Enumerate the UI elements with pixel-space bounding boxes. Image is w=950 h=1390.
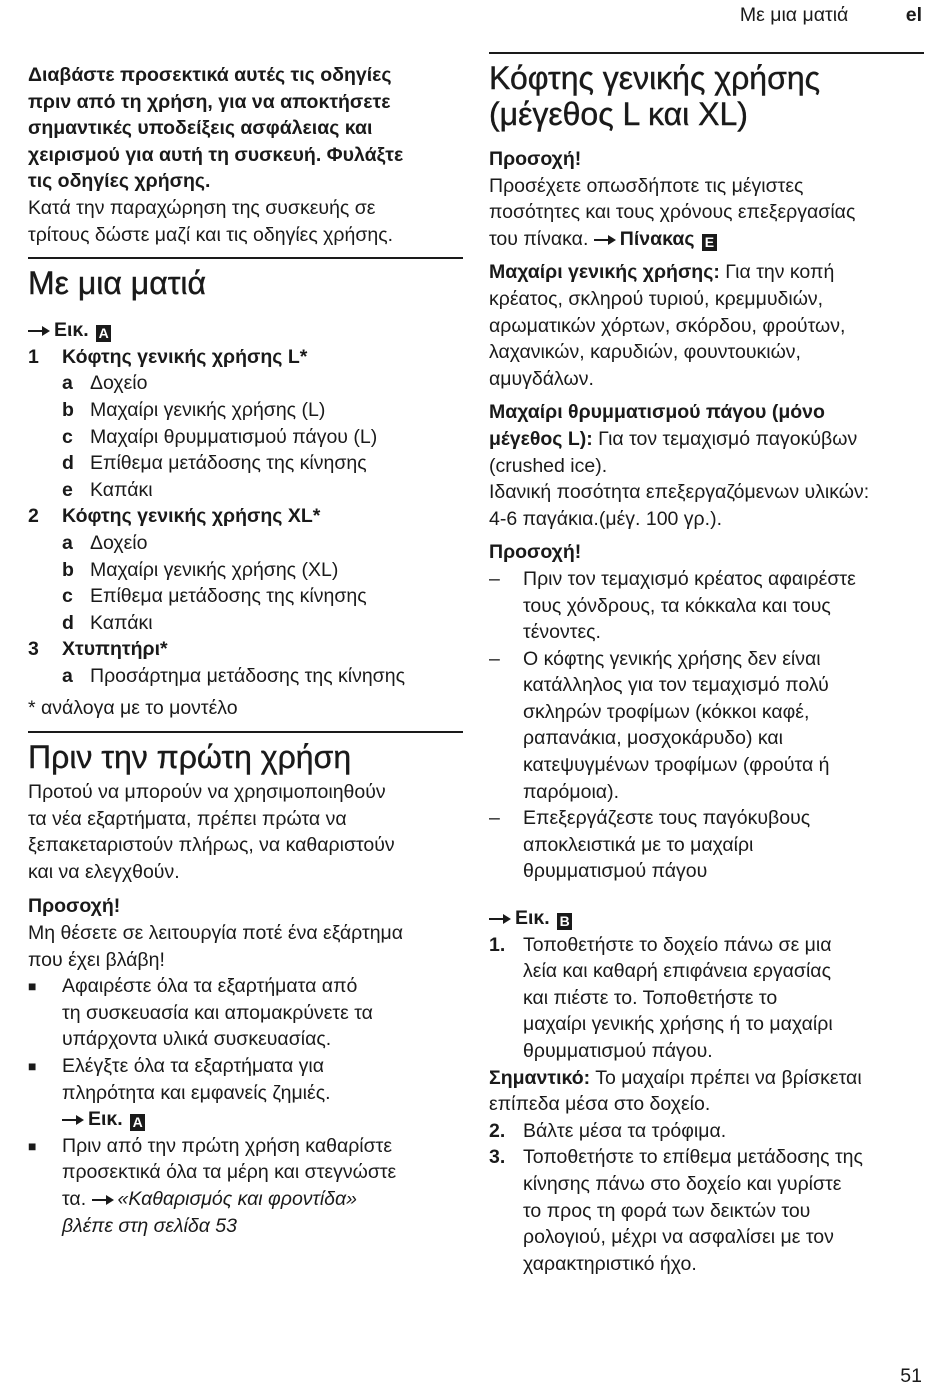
sub-letter: b <box>62 398 74 421</box>
caution-line: Μη θέσετε σε λειτουργία ποτέ ένα εξάρτημα <box>28 922 404 945</box>
table-label: Πίνακας <box>619 227 695 250</box>
bullet-tail: τα. <box>62 1187 87 1210</box>
intro-line: Κατά την παραχώρηση της συσκευής σε <box>28 196 376 219</box>
list-item <box>28 344 463 371</box>
caution-label: Προσοχή! <box>28 895 121 918</box>
step-number: 1. <box>489 933 506 956</box>
item-number: 1 <box>28 345 39 368</box>
bullet-line: υπάρχοντα υλικά συσκευασίας. <box>62 1028 332 1051</box>
fig-letter-box: B <box>557 913 572 930</box>
sub-item <box>28 663 463 690</box>
step-number: 3. <box>489 1146 506 1169</box>
fig-label: Εικ. <box>54 319 89 342</box>
sub-text: Καπάκι <box>90 611 153 634</box>
sub-text: Επίθεμα μετάδοσης της κίνησης <box>90 452 367 475</box>
important-label: Σημαντικό: <box>489 1066 591 1089</box>
chopper-fig-ref <box>489 905 924 932</box>
page-number: 51 <box>900 1365 922 1388</box>
bullet-line: πληρότητα και εμφανείς ζημιές. <box>62 1081 331 1104</box>
page-header <box>740 2 922 29</box>
table-ref-line <box>489 226 924 253</box>
item-title: Χτυπητήρι* <box>62 638 168 661</box>
arrow-right-icon <box>92 1194 114 1206</box>
step-item <box>489 1144 924 1277</box>
body-line: Προτού να μπορούν να χρησιμοποιηθούν <box>28 781 386 804</box>
sub-item <box>28 397 463 424</box>
sub-item <box>28 424 463 451</box>
step-line: χαρακτηριστικό ήχο. <box>523 1252 697 1275</box>
sub-item <box>28 557 463 584</box>
knife-label: Μαχαίρι γενικής χρήσης: <box>489 261 720 284</box>
body-line: και να ελεγχθούν. <box>28 860 180 883</box>
body-line: ποσότητες και τους χρόνους επεξεργασίας <box>489 201 856 224</box>
body-text: Το μαχαίρι πρέπει να βρίσκεται <box>595 1066 862 1089</box>
chopper-title <box>489 60 924 132</box>
caution-line: που έχει βλάβη! <box>28 948 165 971</box>
item-number: 2 <box>28 505 39 528</box>
dash-item <box>489 646 924 806</box>
sub-letter: c <box>62 585 73 608</box>
dash-line: αποκλειστικά με το μαχαίρι <box>523 833 754 856</box>
body-line: (crushed ice). <box>489 454 608 477</box>
step-line: Τοποθετήστε το δοχείο πάνω σε μια <box>523 933 832 956</box>
step-line: θρυμματισμού πάγου. <box>523 1040 713 1062</box>
sub-text: Δοχείο <box>90 372 148 395</box>
first-use-title: Πριν την πρώτη χρήση <box>28 739 352 776</box>
fig-letter-box: A <box>130 1114 145 1131</box>
body-line: 4-6 παγάκια.(μέγ. 100 γρ.). <box>489 507 722 530</box>
ice-desc <box>489 426 924 453</box>
body-text: Για την κοπή <box>725 261 835 284</box>
cross-reference-link[interactable]: «Καθαρισμός και φροντίδα» <box>117 1187 357 1210</box>
sub-item <box>28 610 463 637</box>
body-line: αρωματικών χόρτων, σκόρδου, φρούτων, <box>489 314 846 337</box>
sub-letter: e <box>62 478 73 501</box>
step-line: ρολογιού, μέχρι να ασφαλίσει με τον <box>523 1226 834 1249</box>
body-line: ξεπακεταριστούν πλήρως, να καθαριστούν <box>28 834 395 857</box>
step-line: το προς τη φορά των δεικτών του <box>523 1199 811 1222</box>
step-line: λεία και καθαρή επιφάνεια εργασίας <box>523 960 831 983</box>
sub-letter: b <box>62 558 74 581</box>
intro-bold-line: τις οδηγίες χρήσης. <box>28 170 211 193</box>
bullet-line: προσεκτικά όλα τα μέρη και στεγνώστε <box>62 1161 397 1184</box>
dash-item <box>489 566 924 646</box>
knife-desc <box>489 259 924 286</box>
sub-item <box>28 477 463 504</box>
bullet-line: Αφαιρέστε όλα τα εξαρτήματα από <box>62 975 358 998</box>
ice-label: μέγεθος L): <box>489 427 593 450</box>
body-line: Ιδανική ποσότητα επεξεργαζόμενων υλικών: <box>489 481 870 504</box>
header-lang: el <box>905 4 922 26</box>
dash-line: κατάλληλος για τον τεμαχισμό πολύ <box>523 674 829 697</box>
dash-line: Επεξεργάζεστε τους παγόκυβους <box>523 807 811 830</box>
sub-text: Καπάκι <box>90 478 153 501</box>
item-title: Κόφτης γενικής χρήσης L* <box>62 345 308 368</box>
bullet-line: Πριν από την πρώτη χρήση καθαρίστε <box>62 1134 393 1157</box>
intro-bold-line: πριν από τη χρήση, για να αποκτήσετε <box>28 90 391 113</box>
dash-line: Ο κόφτης γενικής χρήσης δεν είναι <box>523 647 821 670</box>
arrow-right-icon <box>62 1114 84 1126</box>
section-rule <box>489 52 924 54</box>
body-text: Για τον τεμαχισμό παγοκύβων <box>598 427 858 450</box>
sub-item <box>28 530 463 557</box>
square-bullet-icon: ■ <box>28 1137 37 1154</box>
glance-list <box>28 344 463 690</box>
sub-text: Μαχαίρι γενικής χρήσης (L) <box>90 398 326 421</box>
list-item <box>28 503 463 530</box>
caution-label: Προσοχή! <box>489 541 582 564</box>
dash-marker: – <box>489 647 500 670</box>
step-item <box>489 932 924 1065</box>
intro-bold-line: Διαβάστε προσεκτικά αυτές τις οδηγίες <box>28 64 392 86</box>
dash-item <box>489 805 924 885</box>
fig-label: Εικ. <box>88 1108 123 1131</box>
sub-letter: d <box>62 452 74 475</box>
sub-letter: d <box>62 611 74 634</box>
sub-item <box>28 370 463 397</box>
dash-marker: – <box>489 567 500 590</box>
cross-reference-page: βλέπε στη σελίδα 53 <box>62 1214 237 1237</box>
square-bullet-icon: ■ <box>28 1058 37 1074</box>
bullet-line: τη συσκευασία και απομακρύνετε τα <box>62 1001 373 1024</box>
dash-line: τους χόνδρους, τα κόκκαλα και τους <box>523 594 831 617</box>
body-line: κρέατος, σκληρού τυριού, κρεμμυδιών, <box>489 287 824 310</box>
body-line: επίπεδα μέσα στο δοχείο. <box>489 1093 711 1116</box>
body-line: αμυγδάλων. <box>489 367 594 390</box>
bullet-fig-ref <box>62 1106 331 1133</box>
sub-text: Προσάρτημα μετάδοσης της κίνησης <box>90 664 405 687</box>
glance-fig-ref <box>28 317 463 344</box>
dash-line: σκληρών τροφίμων (κόκκοι καφέ, <box>523 700 810 723</box>
dash-line: Πριν τον τεμαχισμό κρέατος αφαιρέστε <box>523 567 856 590</box>
title-line: Κόφτης γενικής χρήσης <box>489 60 821 96</box>
arrow-right-icon <box>489 913 511 925</box>
sub-item <box>28 583 463 610</box>
arrow-right-icon <box>28 325 50 337</box>
intro-bold-line: χειρισμού για αυτή τη συσκευή. Φυλάξτε <box>28 143 404 166</box>
body-text: του πίνακα. <box>489 227 589 250</box>
bullet-item <box>28 1133 463 1239</box>
step-line: Βάλτε μέσα τα τρόφιμα. <box>523 1119 727 1142</box>
fig-letter-box: A <box>96 325 111 342</box>
important-note <box>489 1065 924 1092</box>
left-column <box>28 62 463 1239</box>
dash-line: θρυμματισμού πάγου <box>523 860 708 883</box>
body-line: λαχανικών, καρυδιών, φουντουκιών, <box>489 341 801 364</box>
sub-letter: c <box>62 425 73 448</box>
sub-text: Μαχαίρι γενικής χρήσης (XL) <box>90 558 339 581</box>
intro-bold-line: σημαντικές υποδείξεις ασφάλειας και <box>28 117 373 140</box>
sub-text: Μαχαίρι θρυμματισμού πάγου (L) <box>90 425 378 448</box>
table-letter-box: E <box>702 234 717 251</box>
step-line: μαχαίρι γενικής χρήσης ή το μαχαίρι <box>523 1013 833 1036</box>
step-number: 2. <box>489 1119 506 1142</box>
bullet-item <box>28 1053 463 1133</box>
dash-line: τένοντες. <box>523 621 601 644</box>
title-line: (μέγεθος L και XL) <box>489 96 748 132</box>
fig-label: Εικ. <box>515 907 550 930</box>
body-line: Προσέχετε οπωσδήποτε τις μέγιστες <box>489 174 804 197</box>
square-bullet-icon: ■ <box>28 978 37 995</box>
bullet-item <box>28 973 463 1053</box>
sub-item <box>28 450 463 477</box>
step-item <box>489 1118 924 1145</box>
sub-text: Δοχείο <box>90 531 148 554</box>
body-line: τα νέα εξαρτήματα, πρέπει πρώτα να <box>28 807 347 830</box>
sub-letter: a <box>62 372 73 395</box>
item-number: 3 <box>28 638 39 661</box>
arrow-right-icon <box>594 234 616 246</box>
glance-title: Με μια ματιά <box>28 265 206 302</box>
first-use-body <box>28 779 463 885</box>
step-line: και πιέστε το. Τοποθετήστε το <box>523 986 778 1009</box>
sub-text: Επίθεμα μετάδοσης της κίνησης <box>90 585 367 608</box>
footnote: * ανάλογα με το μοντέλο <box>28 697 238 720</box>
step-line: Τοποθετήστε το επίθεμα μετάδοσης της <box>523 1146 863 1169</box>
bullet-line <box>62 1186 396 1213</box>
right-column <box>489 52 924 1277</box>
section-rule <box>28 731 463 733</box>
intro-line: τρίτους δώστε μαζί και τις οδηγίες χρήσης. <box>28 223 394 246</box>
header-section: Με μια ματιά <box>739 4 849 26</box>
ice-label: Μαχαίρι θρυμματισμού πάγου (μόνο <box>489 401 825 424</box>
dash-line: παρόμοια). <box>523 780 619 803</box>
sub-letter: a <box>62 664 73 687</box>
dash-marker: – <box>489 807 500 830</box>
dash-line: κατεψυγμένων τροφίμων (φρούτα ή <box>523 754 830 777</box>
section-rule <box>28 257 463 259</box>
sub-letter: a <box>62 531 73 554</box>
list-item <box>28 636 463 663</box>
caution-label: Προσοχή! <box>489 148 582 170</box>
dash-line: ραπανάκια, μοσχοκάρυδο) και <box>523 727 783 750</box>
item-title: Κόφτης γενικής χρήσης XL* <box>62 505 321 528</box>
step-line: κίνησης πάνω στο δοχείο και γυρίστε <box>523 1172 842 1195</box>
intro <box>28 62 463 248</box>
bullet-line: Ελέγξτε όλα τα εξαρτήματα για <box>62 1055 325 1077</box>
